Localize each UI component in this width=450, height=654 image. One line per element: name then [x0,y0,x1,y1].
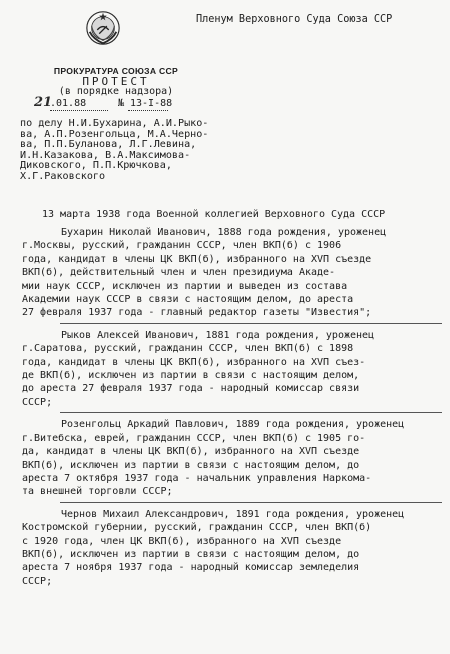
defendant-paragraph-rozengolts [22,418,442,498]
subject-line: Диковского, П.П.Крючкова, [20,160,172,172]
subject-line: ва, П.П.Буланова, Л.Г.Левина, [20,139,197,151]
number-underline [128,110,168,111]
opening-line: 13 марта 1938 года Военной коллегией Верховного Суда СССР [42,209,386,220]
ussr-emblem-icon [84,9,122,47]
paragraph-line: Розенгольц Аркадий Павлович, 1889 года рождения, уроженец [61,419,405,431]
document-number: 13-I-88 [130,98,173,109]
paragraph-line: Костромской губернии, русский, гражданин СССР, член ВКП(б) [22,522,372,534]
paragraph-line: г.Москвы, русский, гражданин СССР, член ВКП(б) с 1906 [22,240,342,252]
paragraph-line: СССР; [22,575,53,587]
prokuratura-heading: ПРОКУРАТУРА СОЮЗА ССР [53,66,179,76]
number-label: № [118,98,125,109]
paragraph-line: Чернов Михаил Александрович, 1891 года рождения, уроженец [61,508,405,520]
paragraph-line: с 1920 года, член ЦК ВКП(б), избранного на ХVП съезде [22,535,342,547]
paragraph-line: да, кандидат в члены ЦК ВКП(б), избранного на ХVП съезде [22,446,360,458]
paragraph-line: до ареста 27 февраля 1937 года - народный комиссар связи [22,383,360,395]
paragraph-line: г.Саратова, русский, гражданин СССР, член ВКП(б) с 1898 [22,343,354,355]
paragraph-line: Бухарин Николай Иванович, 1888 года рождения, уроженец [61,227,387,238]
paragraph-line: ВКП(б), исключен из партии в связи с настоящим делом, до [22,548,360,560]
paragraph-line: ареста 7 октября 1937 года - начальник управления Наркома- [22,472,372,484]
paragraph-line: ареста 7 ноября 1937 года - народный комиссар земледелия [22,562,360,574]
subject-line: по делу Н.И.Бухарина, А.И.Рыко- [20,118,209,129]
paragraph-line: де ВКП(б), исключен из партии в связи с настоящим делом, [22,370,360,382]
paragraph-line: года, кандидат в члены ЦК ВКП(б), избранного на ХVП съезде [22,253,372,265]
paragraph-line: г.Витебска, еврей, гражданин СССР, член ВКП(б) с 1905 го- [22,432,366,444]
document-body [22,209,442,588]
defendant-paragraph-rykov [22,329,442,409]
supervision-note: (в порядке надзора) [58,86,174,97]
defendant-paragraph-bukharin [22,226,442,320]
paragraph-line: СССР; [22,396,53,408]
case-subject [20,119,270,183]
paragraph-line: 27 февраля 1937 года - главный редактор газеты "Известия"; [22,307,372,319]
handwritten-date: 21 [34,95,53,110]
addressee: Пленум Верховного Суда Союза ССР [196,14,393,25]
subject-line: Х.Г.Раковского [20,170,106,182]
paragraph-line: Академии наук СССР в связи с настоящим делом, до ареста [22,294,354,306]
protest-title: ПРОТЕСТ [82,75,150,88]
paragraph-divider [60,323,442,324]
paragraph-line: Рыков Алексей Иванович, 1881 года рождения, уроженец [61,329,375,341]
subject-line: И.Н.Казакова, В.А.Максимова- [20,149,191,161]
paragraph-divider [60,502,442,503]
paragraph-line: ВКП(б), исключен из партии в связи с настоящим делом, до [22,459,360,471]
typed-date: .01.88 [50,98,87,109]
defendant-paragraph-chernov [22,508,442,588]
date-underline [50,110,108,111]
date-number-line [34,97,234,113]
paragraph-line: года, кандидат в члены ЦК ВКП(б), избранного на ХVП съез- [22,356,366,368]
paragraph-line: та внешней торговли СССР; [22,486,173,498]
subject-line: ва, А.П.Розенгольца, М.А.Черно- [20,128,209,140]
paragraph-line: мии наук СССР, исключен из партии и выведен из состава [22,280,348,292]
paragraph-line: ВКП(б), действительный член и член президиума Акаде- [22,267,336,279]
paragraph-divider [60,412,442,413]
